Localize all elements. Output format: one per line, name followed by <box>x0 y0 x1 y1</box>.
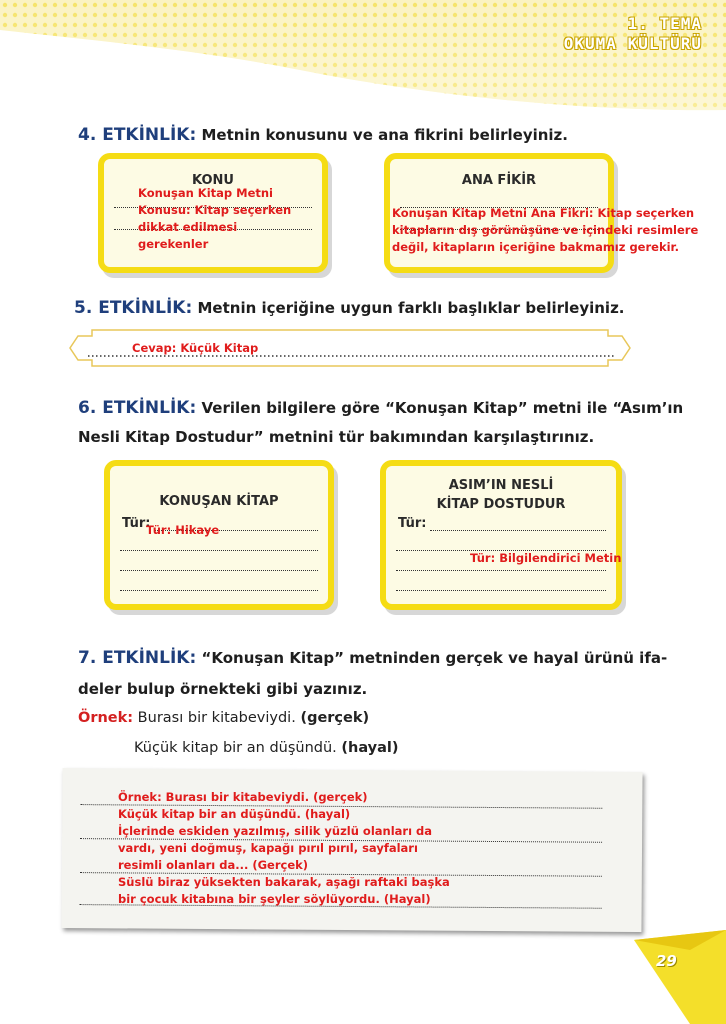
answer-line: Süslü biraz yüksekten bakarak, aşağı raftaki başka <box>118 875 450 889</box>
activity-6-heading <box>78 398 683 418</box>
activity-7-instruction-2: deler bulup örnekteki gibi yazınız. <box>78 680 368 698</box>
theme-name: OKUMA KÜLTÜRÜ <box>563 34 702 53</box>
answer-line: bir çocuk kitabına bir şeyler söylüyordu. (Hayal) <box>118 892 431 906</box>
konusan-kitap-title: KONUŞAN KİTAP <box>159 494 279 509</box>
ana-fikir-title: ANA FİKİR <box>461 173 537 188</box>
konu-answer-line: Konusu: Kitap seçerken <box>138 203 292 217</box>
example-line-2 <box>134 740 399 756</box>
konu-answer <box>138 185 291 253</box>
activity-6-instruction-2: Nesli Kitap Dostudur” metnini tür bakımından karşılaştırınız. <box>78 428 595 446</box>
asimin-nesli-answer: Tür: Bilgilendirici Metin <box>470 551 622 565</box>
example-line-1 <box>78 710 369 726</box>
activity-6-instruction: Verilen bilgilere göre “Konuşan Kitap” metni ile “Asım’ın <box>196 399 684 417</box>
konu-answer-line: Konuşan Kitap Metni <box>138 186 273 200</box>
activity-5-label: 5. ETKİNLİK: <box>74 298 193 318</box>
example-label: Örnek: <box>78 710 134 726</box>
asimin-nesli-title <box>386 476 616 514</box>
konusan-kitap-answer: Tür: Hikaye <box>146 523 220 537</box>
activity-5-heading <box>74 298 625 318</box>
answer-line: Örnek: Burası bir kitabeviydi. (gerçek) <box>118 790 368 804</box>
answer-line: resimli olanları da... (Gerçek) <box>118 858 309 872</box>
example-tag: (hayal) <box>341 740 399 756</box>
ana-fikir-answer-line: Konuşan Kitap Metni Ana Fikri: Kitap seçerken <box>392 206 695 220</box>
activity-4-label: 4. ETKİNLİK: <box>78 125 197 145</box>
activity-6-label: 6. ETKİNLİK: <box>78 398 197 418</box>
tur-label: Tür: <box>398 516 427 531</box>
answer-line: Küçük kitap bir an düşündü. (hayal) <box>118 807 351 821</box>
activity-5-answer: Cevap: Küçük Kitap <box>132 341 259 355</box>
konu-title: KONU <box>192 173 234 188</box>
activity-4-instruction: Metnin konusunu ve ana fikrini belirleyiniz. <box>196 126 568 144</box>
tur-label: Tür: <box>122 516 151 531</box>
ana-fikir-answer-line: değil, kitapların içeriğine bakmamız gerekir. <box>392 240 679 254</box>
ana-fikir-answer <box>392 205 698 256</box>
activity-5-instruction: Metnin içeriğine uygun farklı başlıklar belirleyiniz. <box>192 299 625 317</box>
answer-line: İçlerinde eskiden yazılmış, silik yüzlü olanları da <box>118 824 433 838</box>
answer-line: vardı, yeni doğmuş, kapağı pırıl pırıl, sayfaları <box>118 841 418 855</box>
page-number: 29 <box>656 952 677 970</box>
activity-7-heading <box>78 648 667 668</box>
activity-4-heading <box>78 125 568 145</box>
activity-7-instruction: “Konuşan Kitap” metninden gerçek ve hayal ürünü ifa- <box>196 649 668 667</box>
page-number-corner <box>630 930 726 1024</box>
example-tag: (gerçek) <box>300 710 370 726</box>
theme-number: 1. TEMA <box>627 14 702 33</box>
konu-answer-line: dikkat edilmesi <box>138 220 238 234</box>
konu-answer-line: gerekenler <box>138 237 209 251</box>
activity-7-answers <box>118 789 450 908</box>
theme-title <box>564 14 702 54</box>
asimin-nesli-title-line: KİTAP DOSTUDUR <box>436 497 566 512</box>
example-text: Küçük kitap bir an düşündü. <box>134 740 342 756</box>
ana-fikir-answer-line: kitapların dış görünüşüne ve içindeki resimlere <box>392 223 699 237</box>
activity-7-label: 7. ETKİNLİK: <box>78 648 197 668</box>
example-text: Burası bir kitabeviydi. <box>133 710 301 726</box>
asimin-nesli-title-line: ASIM’IN NESLİ <box>448 478 554 493</box>
asimin-nesli-box <box>380 460 622 610</box>
